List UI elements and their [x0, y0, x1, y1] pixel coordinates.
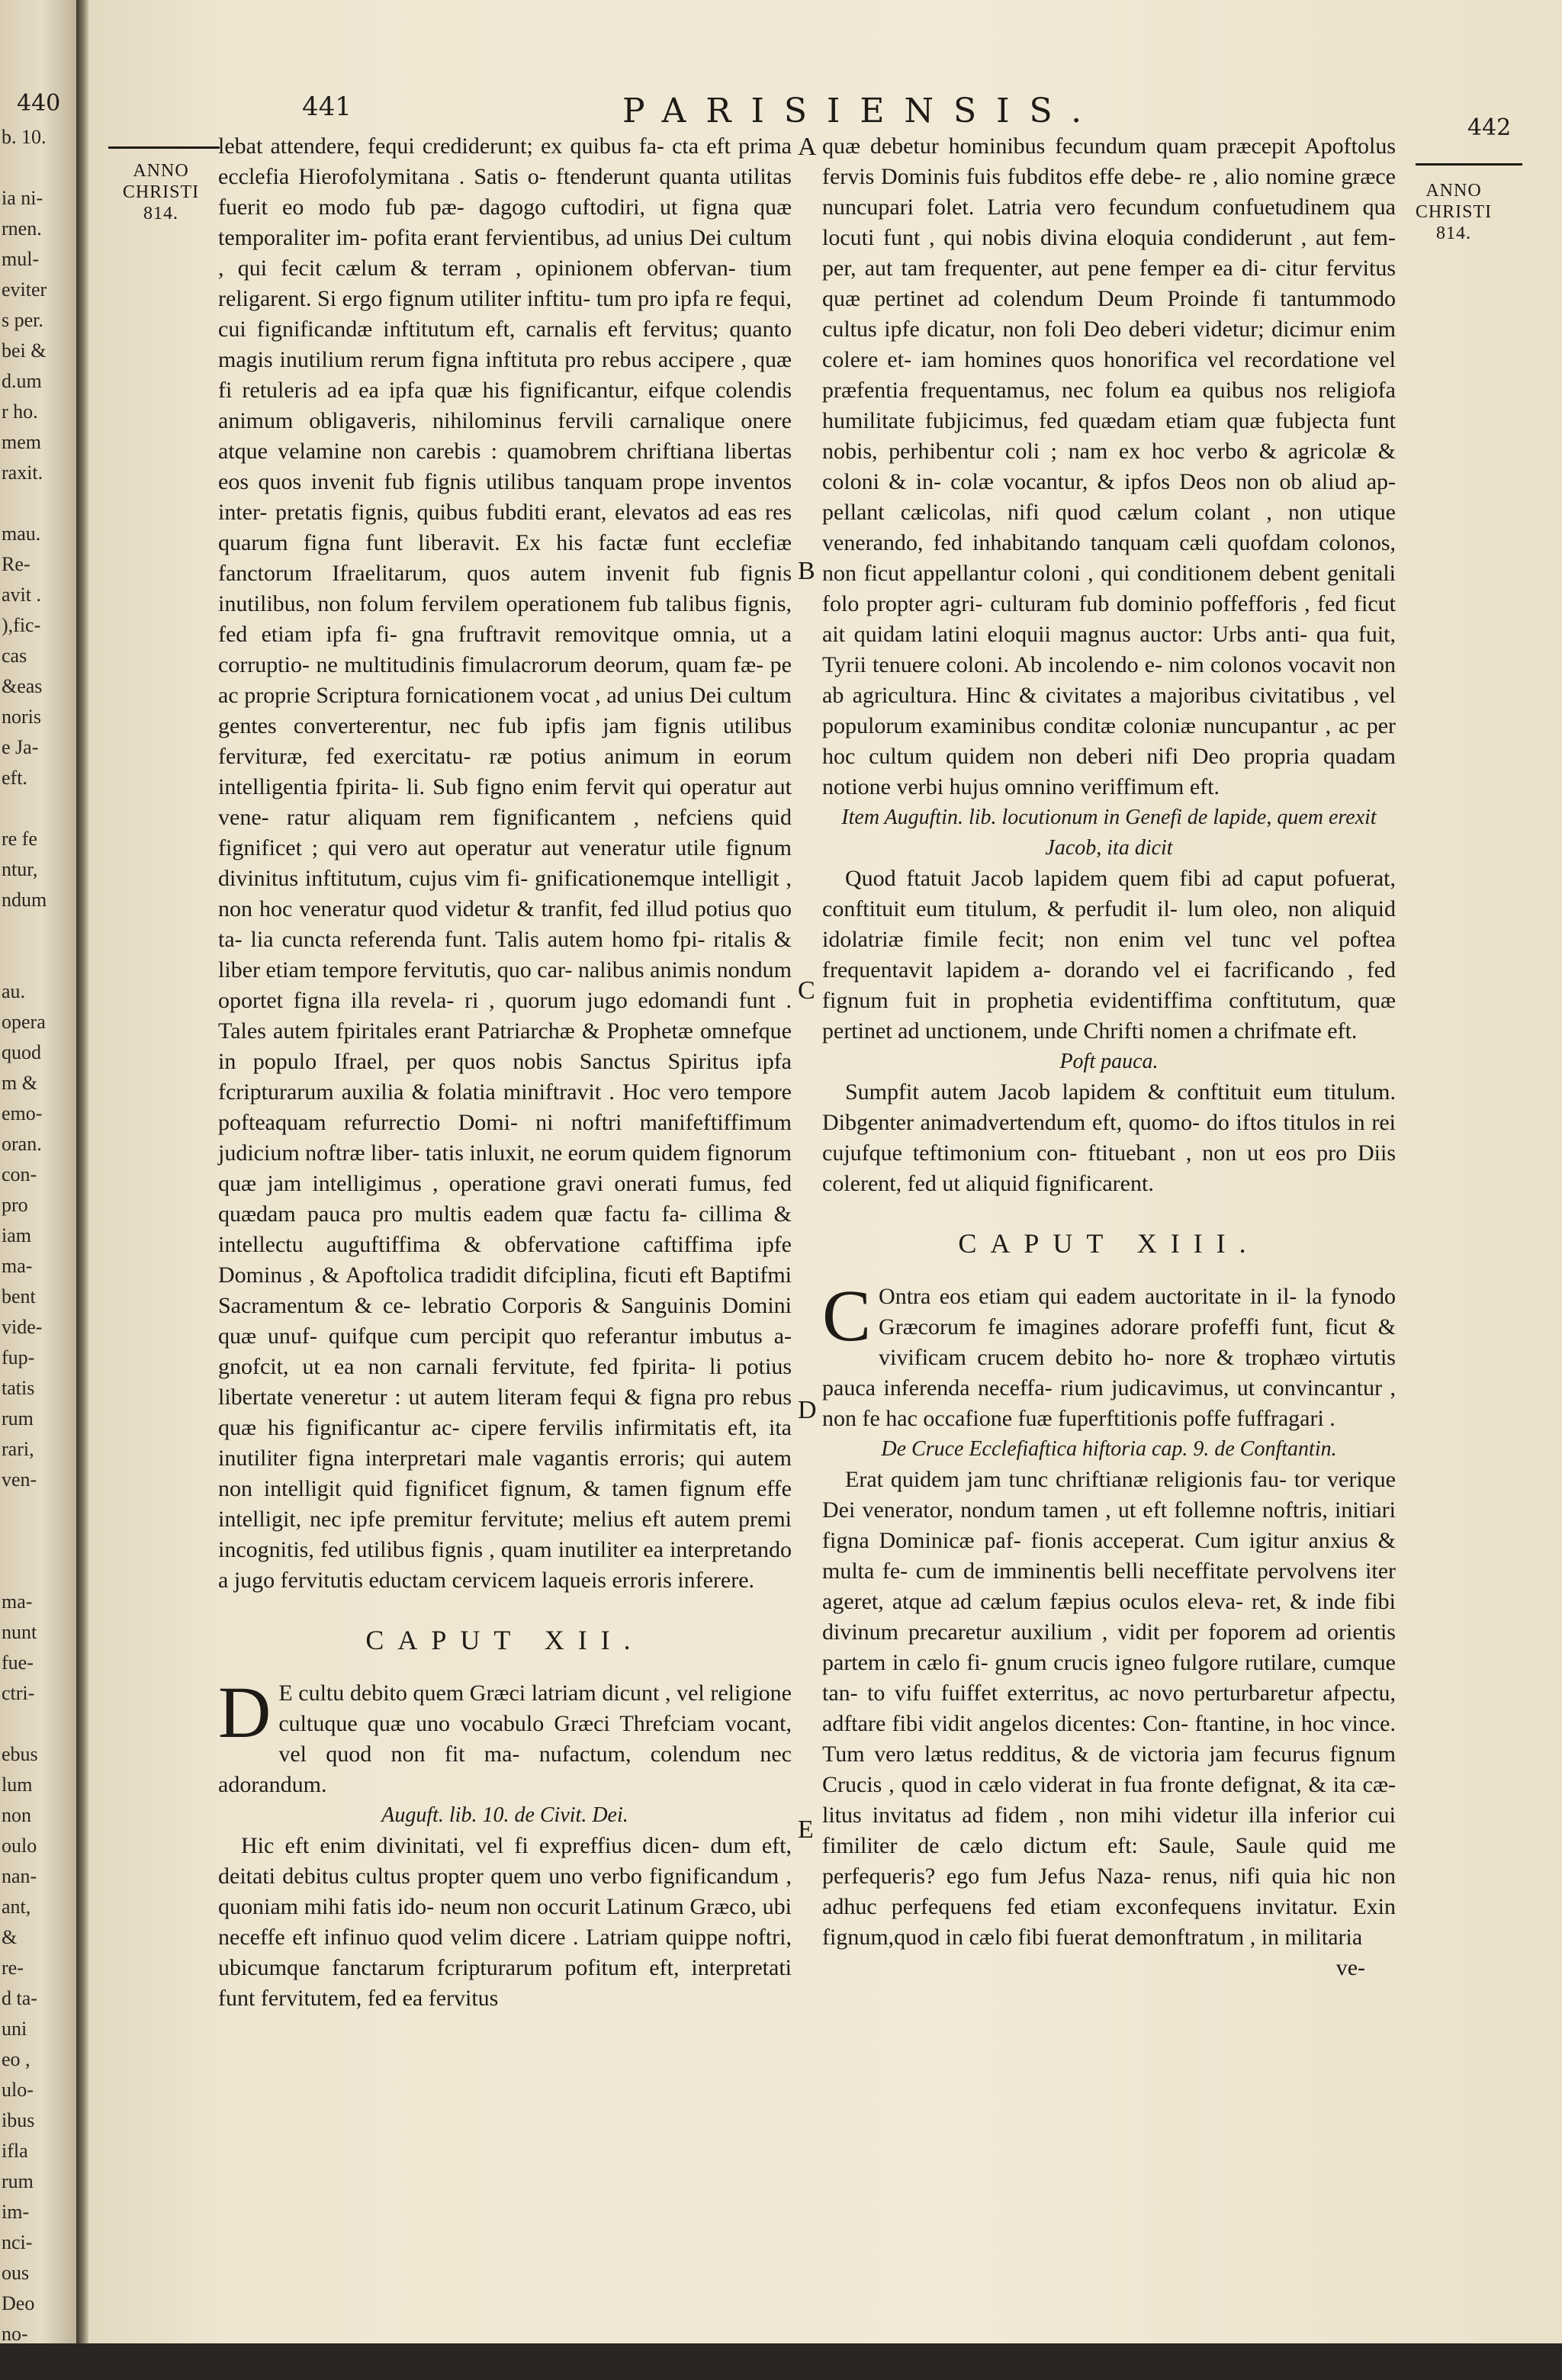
section-mark-b: B — [798, 557, 815, 585]
left-page-fragment: re- — [2, 1957, 24, 1979]
left-para-1: lebat attendere, fequi crediderunt; ex quibus fa- cta eft prima ecclefia Hierofolymitana . Satis o- ftenderunt quanta utilitas fuerit eo modo fub pæ- dagogo cuftodiri, ut figna quæ temporaliter im- pofita erant fervientibus, ad unius Dei cultum , qui fecit cælum & terram , opinionem obfervan- tium religarent. Si ergo fignum utiliter inftitu- tum pro ipfa re fequi, cui fignificandæ inftitutum eft, carnalis eft fervitus; quanto magis inutilium rerum figna inftituta pro rebus accipere , quæ fi retuleris ad ea ipfa quæ his fignificantur, eifque colendis animum obligaveris, nihilominus fervili carnalique onere atque velamine non carebis : quamobrem chriftiana libertas eos quos invenit fub fignis utilibus tanquam prope inventos inter- pretatis fignis, quibus fubditi erant, elevatos ad eas res quarum figna funt liberavit. Ex his factæ funt ecclefiæ fanctorum Ifraelitarum, quos autem invenit fub fignis inutilibus, non folum fervilem operationem fub talibus fignis, fed etiam ipfa fi- gna fruftravit removitque omnia, ut a corruptio- ne multitudinis fimulacrorum deorum, quam fæ- pe ac proprie Scriptura fornicationem vocat , ad unius Dei cultum gentes converterentur, nec fub ipfis jam fignis utilibus fervituræ, fed exercitatu- ræ potius animum in eorum intelligentia fpirita- li. Sub figno enim fervit qui operatur aut vene- ratur aliquam rem fignificantem , nefciens quid fignificet ; qui vero aut operatur aut veneratur utile fignum divinitus inftitutum, cujus vim fi- gnificationemque intelligit , non hoc veneratur quod videtur & tranfit, fed illud potius quo ta- lia cuncta referenda funt. Talis autem homo fpi- ritalis & liber etiam tempore fervitutis, quo car- nalibus animis nondum oportet figna illa revela- ri , quorum jugo edomandi funt . Tales autem fpiritales erant Patriarchæ & Prophetæ omnefque in populo Ifrael, per quos nobis Sanctus Spiritus ipfa fcripturarum auxilia & folatia miniftravit . Hoc vero tempore pofteaquam refurrectio Domi- ni noftri manifeftiffimum judicium noftræ liber- tatis inluxit, ne eorum quidem fignorum quæ jam intelligimus , operatione gravi onerati fumus, fed quædam pauca pro multis eadem quæ factu fa- cillima & intellectu auguftiffima & obfervatione caftiffima ipfe Dominus , & Apoftolica tradidit difciplina, ficuti eft Baptifmi Sacramentum & ce- lebratio Corporis & Sanguinis Domini quæ unuf- quifque cum percipit quo referantur imbutus a- gnofcit, ut ea non carnali fervitute, fed fpirita- li potius libertate veneretur : ut autem literam fequi & figna pro rebus quæ his fignificantur ac- cipere fervilis infirmitatis eft, ita inutiliter figna interpretari male vagantis erroris; qui autem non intelligit quid fignificet fignum, & tamen fignum effe intelligit, nec ipfe premitur fervitute; melius eft autem premi incognitis, fed utilibus fignis , quam inutiliter ea interpretando a jugo fervitutis eductam cervicem laqueis erroris inferere. — [218, 133, 792, 1593]
left-page-fragment: ntur, — [2, 858, 38, 880]
margin-left-anno: ANNO — [133, 161, 189, 181]
book-gutter — [76, 0, 88, 2343]
left-page-fragment: re fe — [2, 828, 37, 850]
left-page-fragments — [2, 122, 47, 2380]
left-page-fragment: fue- — [2, 1652, 34, 1674]
dropcap-c: C — [822, 1275, 872, 1356]
left-page-fragment: ma- — [2, 1255, 33, 1277]
left-page-fragment: Deo — [2, 2292, 35, 2314]
left-page-fragment: nci- — [2, 2231, 33, 2253]
left-page-fragment: ven- — [2, 1468, 37, 1491]
left-page-fragment: bei & — [2, 339, 47, 362]
left-page-fragment: &eas — [2, 675, 43, 697]
left-page-fragment: rnen. — [2, 217, 42, 240]
left-page-fragment: tatis — [2, 1377, 35, 1399]
section-mark-c: C — [798, 976, 815, 1005]
left-page-fragment: mau. — [2, 523, 41, 545]
left-page-fragment — [2, 946, 47, 976]
margin-left-year: 814. — [143, 204, 178, 224]
left-page-fragment: pro — [2, 1194, 28, 1216]
right-citation-1: Item Auguftin. lib. locutionum in Genefi de lapide, quem erexit Jacob, ita dicit — [841, 806, 1377, 860]
left-page-fragment: nunt — [2, 1621, 37, 1643]
left-page-fragment: rari, — [2, 1438, 34, 1460]
left-page-fragment: d ta- — [2, 1987, 37, 2009]
left-page-fragment: eft. — [2, 767, 27, 789]
left-page-fragment: ant, — [2, 1896, 31, 1918]
left-page-fragment: emo- — [2, 1102, 43, 1124]
page-number-left: 441 — [302, 92, 352, 122]
left-page-fragment: noris — [2, 706, 41, 728]
left-page-fragment: im- — [2, 2201, 30, 2223]
left-page-fragment: con- — [2, 1163, 37, 1185]
left-page-fragment: lum — [2, 1774, 33, 1796]
left-page-fragment: ous — [2, 2262, 30, 2284]
right-para-2: Quod ftatuit Jacob lapidem quem fibi ad caput pofuerat, conftituit eum titulum, & perfudit il- lum oleo, non aliquid idolatriæ fimile fecit; non enim vel tunc vel poftea frequentavit lapidem a- dorando vel ei facrificando , fed fignum fuit in prophetia evidentiffima conftitutum, quæ pertinet ad unctionem, unde Chrifti nomen a chrifmate eft. — [822, 866, 1396, 1044]
left-page-fragment: non — [2, 1804, 31, 1826]
section-mark-d: D — [798, 1396, 817, 1424]
left-page-fragment: ifla — [2, 2140, 28, 2162]
left-page-fragment: fup- — [2, 1346, 35, 1368]
right-para-3: Sumpfit autem Jacob lapidem & conftituit eum titulum. Dibgenter animadvertendum eft, quomo- do iftos titulos in rei cujufque teftimonium con- ftituebant , non ut eos pro Diis colerent, fed ut aliquid fignificarent. — [822, 1079, 1396, 1196]
right-citation-2: Poft pauca. — [1059, 1050, 1159, 1073]
left-page-fragment: ibus — [2, 2109, 35, 2131]
left-page-fragment: it. — [2, 2353, 18, 2375]
page-number-right: 442 — [1467, 114, 1512, 141]
left-page-fragment: m & — [2, 1072, 37, 1094]
left-page-fragment: oran. — [2, 1133, 42, 1155]
left-page-fragment: avit . — [2, 584, 41, 606]
margin-right-christi: CHRISTI — [1415, 202, 1493, 222]
left-page-fragment — [2, 793, 47, 824]
left-page-fragment: iam — [2, 1224, 31, 1246]
left-page-fragment — [2, 153, 47, 183]
header-rule-left — [108, 146, 220, 149]
left-page-fragment: s per. — [2, 309, 43, 331]
left-page-fragment: raxit. — [2, 462, 43, 484]
left-page-fragment: rum — [2, 2170, 34, 2192]
right-column — [822, 131, 1396, 1983]
left-page-fragment — [2, 1556, 47, 1587]
left-page-fragment — [2, 488, 47, 519]
left-page-fragment: ebus — [2, 1743, 38, 1765]
right-para-1: quæ debetur hominibus fecundum quam præcepit Apoftolus fervis Dominis fuis fubditos effe debe- re , alio nomine græce nuncupari folet. Latria vero fecundum confuetudinem qua locuti funt , qui nobis divina eloquia condiderunt , aut fem- per, aut tam frequenter, aut pene femper ea di- citur fervitus quæ pertinet ad colendum Deum Proinde fi tantummodo cultus ipfe dicatur, non foli Deo deberi videtur; dicimur enim colere et- iam homines quos honorifica vel recordatione vel præfentia frequentamus, nec folum ea quibus nos religiofa humilitate fubjicimus, fed quædam etiam quæ fubjecta funt nobis, perhibentur coli ; nam ex hoc verbo & agricolæ & coloni & in- colæ vocantur, & ipfos Deos non ob aliud ap- pellant cælicolas, nifi quod cælum colant , non utique venerando, fed inhabitando tanquam cæli quofdam colonos, non ficut appellantur coloni , qui conditionem debent genitali folo propter agri- culturam fub dominio poffefforis , fed ficut ait quidam latini eloquii magnus auctor: Urbs anti- qua fuit, Tyrii tenuere coloni. Ab incolendo e- nim colonos vocavit non ab agricultura. Hinc & civitates a majoribus civitatibus , vel populorum examinibus conditæ coloniæ nuncupantur , ac per hoc cultum quidem non deberi nifi Deo propria quadam notione verbi hujus omnino veriffimum eft. — [822, 133, 1396, 799]
margin-year-right — [1400, 180, 1507, 244]
left-page-fragment: au. — [2, 980, 26, 1002]
left-page-fragment: Re- — [2, 553, 31, 575]
left-page-fragment: uni — [2, 2018, 27, 2040]
right-citation-3: De Cruce Ecclefiaftica hiftoria cap. 9. de Conftantin. — [881, 1437, 1337, 1461]
left-page-edge — [0, 0, 76, 2375]
left-page-fragment: ctri- — [2, 1682, 35, 1704]
left-page-fragment — [2, 915, 47, 946]
margin-year-left — [111, 160, 211, 224]
running-head: PARISIENSIS. — [622, 92, 1102, 130]
left-page-fragment: ndum — [2, 889, 47, 911]
left-page-fragment: r ho. — [2, 400, 38, 423]
left-page-fragment: oulo — [2, 1835, 37, 1857]
left-column — [218, 131, 792, 2014]
left-page-fragment: e Ja- — [2, 736, 39, 758]
left-page-fragment: eo , — [2, 2048, 31, 2070]
left-page-fragment: eviter — [2, 278, 47, 301]
left-page-fragment: mul- — [2, 248, 40, 270]
left-page-fragment: nan- — [2, 1865, 37, 1887]
right-para-4: Ontra eos etiam qui eadem auctoritate in il- la fynodo Græcorum fe imagines adorare profeffi funt, ficut & vivificam crucem debito ho- nore & trophæo virtutis pauca inferenda neceffa- rium judicavimus, ut convincantur , non fe hac occafione fuæ fuperftitionis poffe fuffragari . — [822, 1284, 1396, 1431]
left-page-fragment: vide- — [2, 1316, 43, 1338]
section-mark-a: A — [798, 133, 817, 161]
left-page-fragment: opera — [2, 1011, 46, 1033]
left-page-fragment: ),fic- — [2, 614, 41, 636]
left-citation: Auguft. lib. 10. de Civit. Dei. — [381, 1803, 628, 1827]
left-page-fragment: bent — [2, 1285, 36, 1307]
left-page-fragment: ia ni- — [2, 187, 43, 209]
left-page-fragment — [2, 1709, 47, 1739]
dropcap-d: D — [218, 1671, 272, 1753]
left-page-fragment: cas — [2, 645, 27, 667]
catchword: ve- — [1335, 1955, 1365, 1980]
left-page-fragment: ulo- — [2, 2079, 34, 2101]
section-mark-e: E — [798, 1816, 814, 1844]
header-rule-right — [1416, 163, 1522, 166]
chapter-heading-xiii: CAPUT XIII. — [958, 1228, 1260, 1259]
left-para-2: E cultu debito quem Græci latriam dicunt , vel religione cultuque quæ uno vocabulo Græci Threfciam vocant, vel quod non fit ma- nufactum, colendum nec adorandum. — [218, 1680, 792, 1797]
left-page-fragment: & — [2, 1926, 18, 1948]
chapter-heading-xii: CAPUT XII. — [365, 1625, 644, 1655]
left-para-3: Hic eft enim divinitati, vel fi expreffius dicen- dum eft, deitati debitus cultus propter quem uno verbo fignificandum , quoniam mihi fatis ido- neum non occurit Latinum Græco, ubi neceffe eft infinuo quod velim dicere . Latriam quippe noftri, ubicumque fanctarum fcripturarum pofitum eft, interpretati funt fervitutem, fed ea fervitus — [218, 1833, 792, 2011]
left-page-fragment: rum — [2, 1407, 34, 1430]
margin-right-year: 814. — [1436, 224, 1471, 243]
left-page-fragment: b. 10. — [2, 126, 47, 148]
left-page-fragment: mem — [2, 431, 41, 453]
left-page-fragment — [2, 1526, 47, 1556]
left-page-number: 440 — [17, 90, 61, 117]
left-page-fragment: quod — [2, 1041, 41, 1063]
right-para-5: Erat quidem jam tunc chriftianæ religionis fau- tor verique Dei venerator, nondum tamen , ut eft follemne noftris, initiari figna Dominicæ paf- fionis acceperat. Cum igitur anxius & multa fe- cum de imminentis belli neceffitate pervolvens iter ageret, atque ad cælum fæpius oculos eleva- ret, & inde fibi divinum precaretur auxilium , vidit per foporem ad orientis partem in cælo fi- gnum crucis igneo fulgore rutilare, cumque tan- to vifu fuiffet exterritus, ac novo perturbaretur afpectu, adftare fibi vidit angelos dicentes: Con- ftantine, in hoc vince. Tum vero lætus redditus, & de victoria jam fecurus fignum Crucis , quod in cælo viderat in fua fronte defignat, & ita cæ- litus invitatus ad fidem , non mihi videtur illa inferior cui fimiliter de cælo dictum eft: Saule, Saule quid me perfequeris? ego fum Jefus Naza- renus, nifi quia hic non adhuc perfequens fed etiam exconfequens invitatur. Exin fignum,quod in cælo fibi fuerat demonftratum , in militaria — [822, 1467, 1396, 1950]
left-page-fragment: d.um — [2, 370, 42, 392]
book-page — [88, 0, 1562, 2343]
left-page-fragment: ma- — [2, 1590, 33, 1613]
left-page-fragment — [2, 1495, 47, 1526]
left-page-fragment: no- — [2, 2323, 28, 2345]
margin-right-anno: ANNO — [1425, 181, 1482, 201]
margin-left-christi: CHRISTI — [122, 182, 200, 202]
